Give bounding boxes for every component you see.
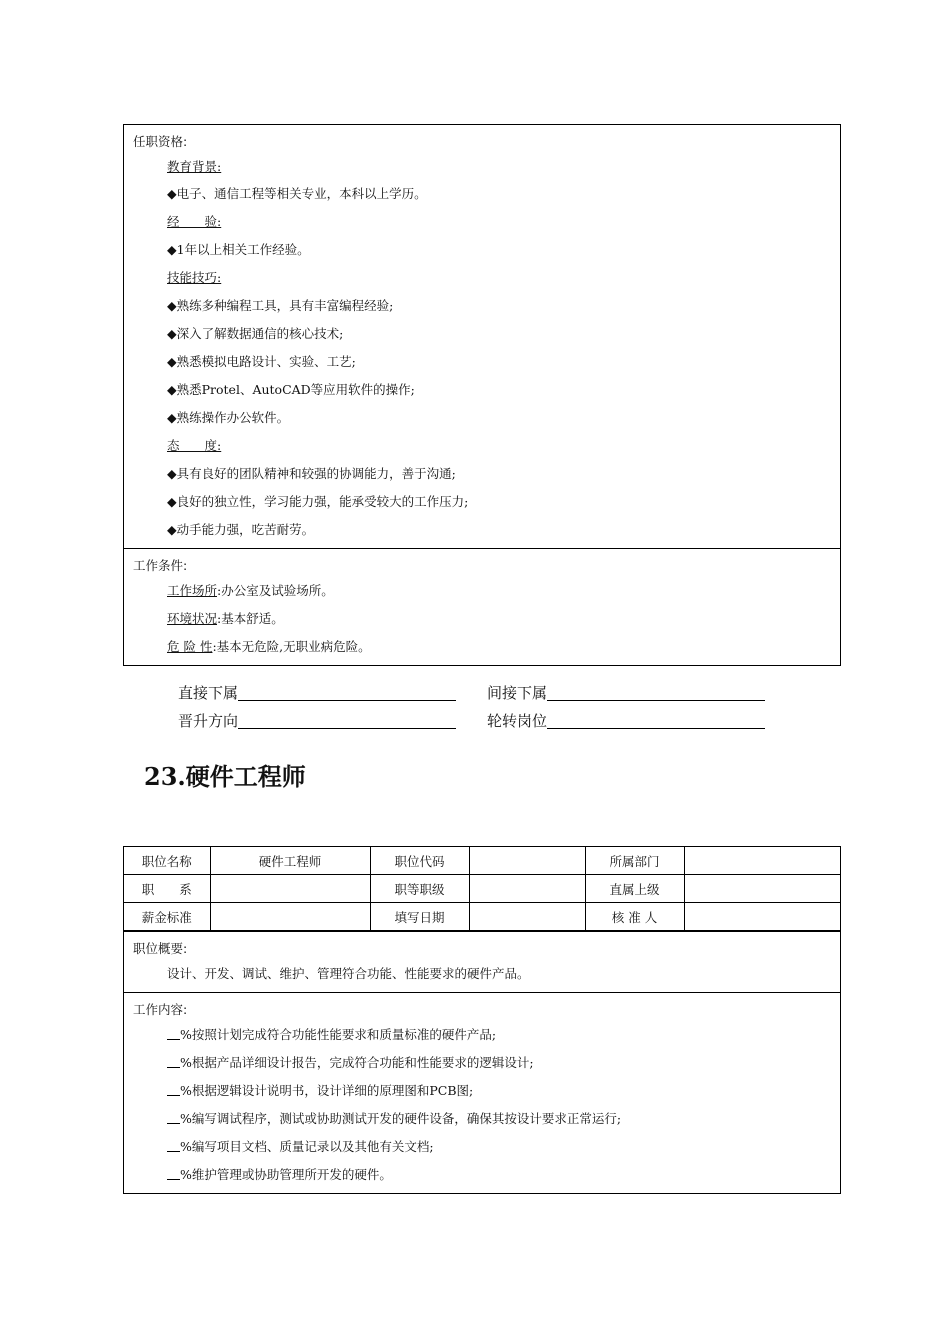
table-cell: 硬件工程师 — [210, 847, 370, 875]
condition-env — [124, 605, 840, 633]
content-item — [124, 1021, 840, 1049]
table-cell: 薪金标准 — [124, 903, 210, 931]
condition-env-value: :基本舒适。 — [217, 611, 284, 626]
blank-mark — [167, 1025, 180, 1040]
content-section — [124, 993, 840, 1193]
promotion-label: 晋升方向 — [178, 712, 239, 730]
content-title: 工作内容: — [133, 1002, 188, 1017]
table-row — [124, 903, 840, 931]
conditions-title: 工作条件: — [133, 558, 188, 573]
qualifications-box — [123, 124, 841, 666]
section-title: 23.硬件工程师 — [144, 762, 306, 791]
table-cell[interactable] — [469, 875, 585, 903]
attitude-item: ◆具有良好的团队精神和较强的协调能力，善于沟通; — [167, 466, 456, 481]
rotation-blank[interactable] — [547, 709, 765, 729]
content-item-text: %根据产品详细设计报告，完成符合功能和性能要求的逻辑设计; — [180, 1055, 534, 1070]
skills-heading: 技能技巧: — [167, 270, 222, 285]
skill-item: ◆熟练操作办公软件。 — [167, 410, 290, 425]
rotation-label: 轮转岗位 — [487, 712, 548, 730]
content-item-text: %根据逻辑设计说明书，设计详细的原理图和PCB图; — [180, 1083, 474, 1098]
content-item — [124, 1049, 840, 1077]
summary-text: 设计、开发、调试、维护、管理符合功能、性能要求的硬件产品。 — [167, 966, 530, 981]
condition-risk-value: :基本无危险,无职业病危险。 — [212, 639, 371, 654]
content-item — [124, 1077, 840, 1105]
fill-row-indirect — [487, 679, 765, 707]
attitude-item: ◆动手能力强，吃苦耐劳。 — [167, 522, 315, 537]
table-row — [124, 847, 840, 875]
content-item — [124, 1105, 840, 1133]
direct-subordinate-label: 直接下属 — [178, 684, 239, 702]
table-cell: 核 准 人 — [585, 903, 684, 931]
indirect-subordinate-label: 间接下属 — [487, 684, 548, 702]
qualifications-section — [124, 125, 840, 549]
attitude-item: ◆良好的独立性，学习能力强，能承受较大的工作压力; — [167, 494, 469, 509]
job-info-table — [124, 847, 840, 931]
fill-row-promotion — [178, 707, 456, 735]
blank-mark — [167, 1165, 180, 1180]
education-item: ◆电子、通信工程等相关专业，本科以上学历。 — [167, 186, 427, 201]
skill-item: ◆深入了解数据通信的核心技术; — [167, 326, 344, 341]
conditions-section — [124, 549, 840, 665]
table-cell: 职 系 — [124, 875, 210, 903]
summary-section — [124, 931, 840, 993]
table-cell: 所属部门 — [585, 847, 684, 875]
experience-heading: 经 验: — [167, 214, 222, 229]
table-cell: 职位代码 — [370, 847, 469, 875]
content-item-text: %编写项目文档、质量记录以及其他有关文档; — [180, 1139, 434, 1154]
blank-mark — [167, 1109, 180, 1124]
condition-env-label: 环境状况 — [167, 611, 218, 626]
condition-place-label: 工作场所 — [167, 583, 218, 598]
table-cell: 职等职级 — [370, 875, 469, 903]
content-item — [124, 1161, 840, 1189]
fill-row-subordinates — [178, 679, 456, 707]
table-cell[interactable] — [684, 847, 840, 875]
blank-mark — [167, 1081, 180, 1096]
indirect-subordinate-blank[interactable] — [547, 681, 765, 701]
table-cell[interactable] — [210, 875, 370, 903]
table-cell[interactable] — [469, 903, 585, 931]
condition-place — [124, 577, 840, 605]
table-cell: 职位名称 — [124, 847, 210, 875]
content-item — [124, 1133, 840, 1161]
content-item-text: %按照计划完成符合功能性能要求和质量标准的硬件产品; — [180, 1027, 497, 1042]
table-cell: 填写日期 — [370, 903, 469, 931]
table-cell[interactable] — [684, 903, 840, 931]
blank-mark — [167, 1137, 180, 1152]
attitude-heading: 态 度: — [167, 438, 222, 453]
condition-risk — [124, 633, 840, 661]
content-item-text: %维护管理或协助管理所开发的硬件。 — [180, 1167, 392, 1182]
experience-item: ◆1年以上相关工作经验。 — [167, 242, 310, 257]
promotion-blank[interactable] — [238, 709, 456, 729]
table-cell[interactable] — [469, 847, 585, 875]
skill-item: ◆熟悉Protel、AutoCAD等应用软件的操作; — [167, 382, 415, 397]
fill-row-rotation — [487, 707, 765, 735]
skill-item: ◆熟练多种编程工具，具有丰富编程经验; — [167, 298, 394, 313]
education-heading: 教育背景: — [167, 159, 222, 174]
qualifications-title: 任职资格: — [133, 134, 188, 149]
job-description-box — [123, 846, 841, 1194]
table-cell: 直属上级 — [585, 875, 684, 903]
direct-subordinate-blank[interactable] — [238, 681, 456, 701]
table-cell[interactable] — [684, 875, 840, 903]
table-row — [124, 875, 840, 903]
skill-item: ◆熟悉模拟电路设计、实验、工艺; — [167, 354, 356, 369]
blank-mark — [167, 1053, 180, 1068]
summary-title: 职位概要: — [133, 941, 188, 956]
table-cell[interactable] — [210, 903, 370, 931]
content-item-text: %编写调试程序，测试或协助测试开发的硬件设备，确保其按设计要求正常运行; — [180, 1111, 622, 1126]
condition-place-value: :办公室及试验场所。 — [217, 583, 334, 598]
condition-risk-label: 危 险 性 — [167, 639, 213, 654]
